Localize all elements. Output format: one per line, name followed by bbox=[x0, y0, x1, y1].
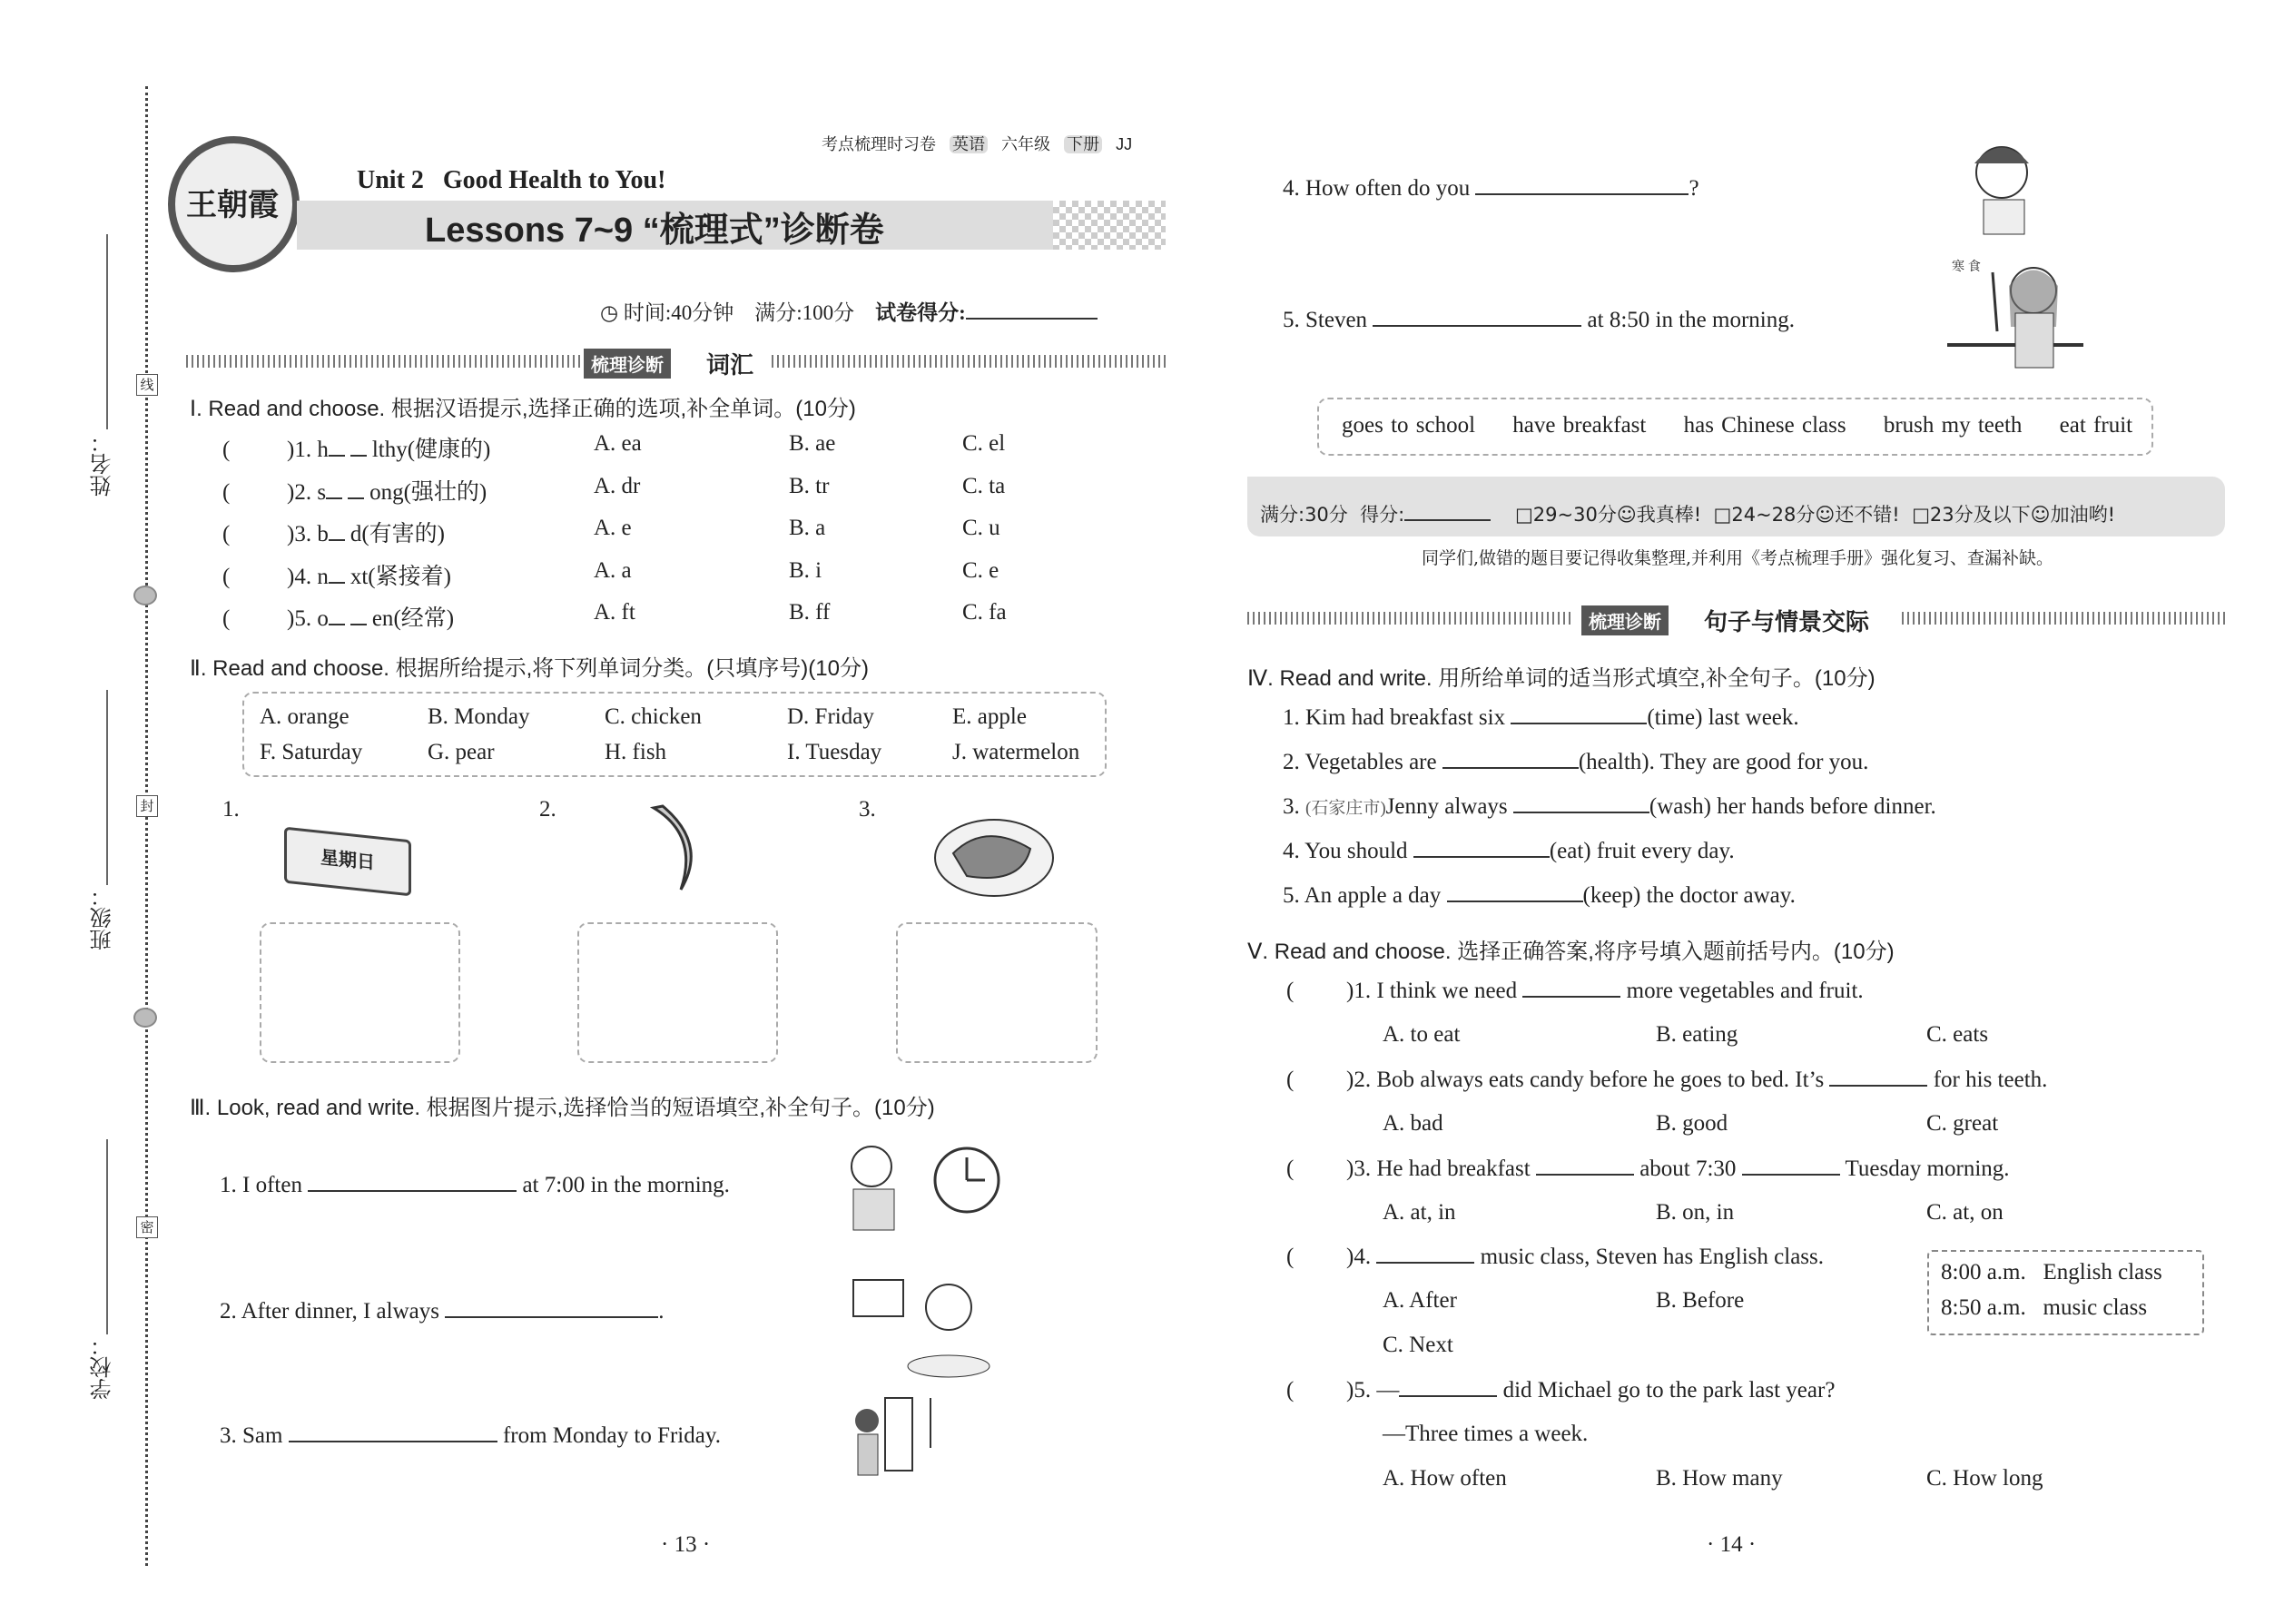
answer-blank[interactable] bbox=[1475, 175, 1689, 195]
option-b: B. tr bbox=[789, 473, 830, 498]
part2-heading: Ⅱ. Read and choose. 根据所给提示,将下列单词分类。(只填序号)(10分) bbox=[190, 656, 869, 681]
option-c: C. How long bbox=[1926, 1466, 2043, 1491]
letter-blank[interactable] bbox=[329, 521, 345, 541]
part4-item: 5. An apple a day (keep) the doctor away. bbox=[1283, 883, 1796, 908]
letter-blank[interactable] bbox=[326, 479, 342, 499]
score-input[interactable] bbox=[966, 300, 1098, 320]
answer-bracket[interactable]: ( bbox=[1286, 1378, 1295, 1403]
option-c: C. great bbox=[1926, 1111, 1999, 1136]
word-option: H. fish bbox=[605, 740, 667, 764]
part4-heading: Ⅳ. Read and write. 用所给单词的适当形式填空,补全句子。(10分) bbox=[1247, 666, 1876, 691]
answer-box-3[interactable] bbox=[896, 922, 1098, 1063]
section-tag: 梳理诊断 bbox=[584, 349, 671, 379]
answer-bracket[interactable]: ( bbox=[1286, 979, 1295, 1003]
word-option: A. orange bbox=[260, 704, 350, 729]
vocab-question: ( )3. b d(有害的) bbox=[222, 522, 445, 546]
answer-blank[interactable] bbox=[1513, 793, 1649, 813]
brand-logo bbox=[168, 136, 300, 272]
part3-item-3: 3. Sam from Monday to Friday. bbox=[220, 1423, 721, 1448]
part4-item: 4. You should (eat) fruit every day. bbox=[1283, 839, 1735, 863]
part5-heading: Ⅴ. Read and choose. 选择正确答案,将序号填入题前括号内。(10分) bbox=[1247, 940, 1895, 964]
option-c: C. el bbox=[962, 431, 1006, 456]
school-label: 学校： bbox=[90, 1334, 115, 1400]
answer-blank[interactable] bbox=[1536, 1156, 1634, 1176]
clock-icon: ◷ bbox=[600, 301, 619, 324]
vocab-question: ( )4. n xt(紧接着) bbox=[222, 564, 451, 589]
subject: 英语 bbox=[950, 135, 988, 153]
picture-number: 2. bbox=[539, 797, 556, 822]
option-a: A. a bbox=[594, 557, 632, 583]
answer-bracket[interactable]: ( bbox=[1286, 1245, 1295, 1269]
section-divider bbox=[772, 355, 1166, 368]
phrase: has Chinese class bbox=[1683, 413, 1846, 438]
page-number-left: · 13 · bbox=[661, 1532, 711, 1557]
vocab-question: ( )1. h lthy(健康的) bbox=[222, 438, 491, 462]
region-tag: (石家庄市) bbox=[1305, 799, 1386, 818]
part3-item-1: 1. I often at 7:00 in the morning. bbox=[220, 1173, 730, 1197]
answer-blank[interactable] bbox=[1742, 1156, 1840, 1176]
word-option: D. Friday bbox=[787, 704, 874, 729]
phrase-list bbox=[1342, 413, 2132, 438]
phrase: have breakfast bbox=[1512, 413, 1647, 438]
section-tag: 梳理诊断 bbox=[1581, 605, 1669, 635]
option-c: C. ta bbox=[962, 473, 1006, 498]
class-label: 班级： bbox=[90, 885, 115, 950]
girl-brushing-teeth-picture bbox=[849, 1266, 994, 1380]
girl-breakfast-clock-picture bbox=[835, 1139, 1008, 1253]
option-b: B. a bbox=[789, 516, 826, 540]
seal-char: 密 bbox=[136, 1216, 158, 1238]
answer-box-2[interactable] bbox=[577, 922, 778, 1063]
word-option: G. pear bbox=[428, 740, 495, 764]
answer-bracket[interactable]: ( bbox=[222, 479, 231, 505]
smiley-icon: ☺ bbox=[2030, 504, 2051, 526]
score-range-checkbox[interactable]: □29~30分 bbox=[1514, 504, 1617, 526]
picture-label: 寒 食 bbox=[1952, 259, 1981, 273]
option-a: A. bad bbox=[1383, 1111, 1443, 1136]
boy-school-picture bbox=[844, 1393, 962, 1502]
letter-blank[interactable] bbox=[348, 479, 364, 499]
option-a: A. ea bbox=[594, 431, 642, 456]
option-c: C. eats bbox=[1926, 1022, 1989, 1047]
vocab-question: ( )5. o en(经常) bbox=[222, 606, 455, 631]
score-label: 试卷得分: bbox=[875, 301, 966, 324]
phrase: brush my teeth bbox=[1883, 413, 2023, 438]
option-a: A. at, in bbox=[1383, 1200, 1456, 1225]
full-score: 满分:100分 bbox=[754, 301, 855, 324]
option-b: B. How many bbox=[1656, 1466, 1783, 1491]
study-note: 同学们,做错的题目要记得收集整理,并利用《考点梳理手册》强化复习、查漏补缺。 bbox=[1421, 548, 2054, 568]
phrase: goes to school bbox=[1342, 413, 1476, 438]
answer-blank[interactable] bbox=[1829, 1067, 1927, 1087]
word-option: F. Saturday bbox=[260, 740, 363, 764]
picture-number: 1. bbox=[222, 797, 240, 822]
option-a: A. ft bbox=[594, 600, 635, 625]
part3-item-5: 5. Steven at 8:50 in the morning. bbox=[1283, 308, 1795, 332]
part5-question: ( )1. I think we need more vegetables and fruit. bbox=[1286, 979, 1864, 1003]
option-b: B. on, in bbox=[1656, 1200, 1735, 1225]
seal-char: 封 bbox=[136, 795, 158, 817]
score-bar-text: 满分:30分 得分: □29~30分☺我真棒! □24~28分☺还不错! □23分及以下☺加油哟! bbox=[1260, 504, 2115, 526]
meat-picture bbox=[930, 812, 1058, 903]
seal-ornament-icon bbox=[133, 586, 157, 605]
part4-item: 2. Vegetables are (health). They are good for you. bbox=[1283, 750, 1869, 774]
option-a: A. e bbox=[594, 516, 632, 540]
dialogue-answer: —Three times a week. bbox=[1383, 1422, 1589, 1446]
option-b: B. i bbox=[789, 557, 822, 583]
answer-blank[interactable] bbox=[1413, 838, 1550, 858]
page-title: Lessons 7~9 “梳理式”诊断卷 bbox=[425, 212, 884, 250]
option-a: A. After bbox=[1383, 1288, 1457, 1313]
word-option: E. apple bbox=[952, 704, 1027, 729]
part5-question: ( )5. — did Michael go to the park last year? bbox=[1286, 1378, 1836, 1403]
banana-picture bbox=[626, 799, 717, 899]
word-option: C. chicken bbox=[605, 704, 702, 729]
answer-blank[interactable] bbox=[1442, 749, 1579, 769]
option-b: B. good bbox=[1656, 1111, 1728, 1136]
vocab-question: ( )2. s ong(强壮的) bbox=[222, 479, 487, 505]
answer-bracket[interactable]: ( bbox=[222, 438, 231, 462]
answer-bracket[interactable]: ( bbox=[1286, 1068, 1295, 1092]
answer-blank[interactable] bbox=[1511, 704, 1647, 724]
section-divider bbox=[1247, 612, 1574, 625]
option-a: A. How often bbox=[1383, 1466, 1507, 1491]
part3-item-2: 2. After dinner, I always . bbox=[220, 1299, 665, 1324]
option-c: C. at, on bbox=[1926, 1200, 2004, 1225]
answer-bracket[interactable]: ( bbox=[222, 606, 231, 631]
answer-blank[interactable] bbox=[445, 1298, 658, 1318]
letter-blank[interactable] bbox=[350, 437, 367, 457]
answer-bracket[interactable]: ( bbox=[222, 564, 231, 589]
answer-bracket[interactable]: ( bbox=[222, 522, 231, 546]
part5-question: ( )2. Bob always eats candy before he goes to bed. It’s for his teeth. bbox=[1286, 1068, 2048, 1092]
part4-item: 3. (石家庄市)Jenny always (wash) her hands before dinner. bbox=[1283, 794, 1936, 819]
option-b: B. ae bbox=[789, 431, 836, 456]
part5-question: ( )3. He had breakfast about 7:30 Tuesday morning. bbox=[1286, 1156, 2010, 1181]
seal-char: 线 bbox=[136, 374, 158, 396]
letter-blank[interactable] bbox=[329, 605, 345, 625]
answer-blank[interactable] bbox=[308, 1172, 517, 1192]
binding-line bbox=[145, 86, 148, 1566]
word-option: J. watermelon bbox=[952, 740, 1080, 764]
answer-blank[interactable] bbox=[1399, 1377, 1497, 1397]
letter-blank[interactable] bbox=[329, 437, 345, 457]
part3-heading: Ⅲ. Look, read and write. 根据图片提示,选择恰当的短语填空,补全句子。(10分) bbox=[190, 1096, 935, 1120]
letter-blank[interactable] bbox=[329, 564, 345, 584]
answer-blank[interactable] bbox=[1447, 882, 1583, 902]
option-c: C. u bbox=[962, 516, 1000, 540]
logo-text: 王朝霞 bbox=[186, 187, 279, 223]
girl-eating-fruit-picture bbox=[1952, 132, 2061, 236]
grade: 六年级 bbox=[1001, 135, 1051, 153]
series-info bbox=[822, 132, 1132, 155]
word-option: I. Tuesday bbox=[787, 740, 882, 764]
edition: JJ bbox=[1116, 135, 1133, 153]
phrase: eat fruit bbox=[2059, 413, 2133, 438]
class-line bbox=[106, 690, 108, 885]
exam-info bbox=[600, 296, 1098, 326]
girl-teaching-picture bbox=[1947, 254, 2083, 372]
smiley-icon: ☺ bbox=[1815, 504, 1836, 526]
time-limit: 时间:40分钟 bbox=[623, 301, 734, 324]
word-option: B. Monday bbox=[428, 704, 530, 729]
section-divider bbox=[186, 355, 581, 368]
school-line bbox=[106, 1139, 108, 1334]
unit-title: Unit 2 Good Health to You! bbox=[357, 166, 666, 194]
option-a: A. to eat bbox=[1383, 1022, 1461, 1047]
schedule-row: 8:00 a.m. English class bbox=[1941, 1260, 2162, 1284]
score-range-checkbox[interactable]: □24~28分 bbox=[1713, 504, 1816, 526]
seal-ornament-icon bbox=[133, 1008, 157, 1028]
series-name: 考点梳理时习卷 bbox=[822, 135, 936, 153]
option-c: C. fa bbox=[962, 600, 1007, 625]
picture-number: 3. bbox=[859, 797, 876, 822]
answer-bracket[interactable]: ( bbox=[1286, 1156, 1295, 1181]
part5-question: ( )4. music class, Steven has English class. bbox=[1286, 1245, 1824, 1269]
answer-blank[interactable] bbox=[1376, 1244, 1474, 1264]
option-b: B. ff bbox=[789, 600, 831, 625]
part1-heading: Ⅰ. Read and choose. 根据汉语提示,选择正确的选项,补全单词。(10分) bbox=[190, 397, 856, 421]
option-c: C. e bbox=[962, 557, 999, 583]
section-title-sentence: 句子与情景交际 bbox=[1704, 609, 1870, 636]
score-range-checkbox[interactable]: □23分及以下 bbox=[1912, 504, 2031, 526]
section-divider bbox=[1902, 612, 2225, 625]
smiley-icon: ☺ bbox=[1616, 504, 1637, 526]
volume: 下册 bbox=[1064, 135, 1102, 153]
page-number-right: · 14 · bbox=[1707, 1532, 1757, 1557]
part4-item: 1. Kim had breakfast six (time) last week. bbox=[1283, 705, 1799, 730]
name-line bbox=[106, 234, 108, 429]
checker-decoration bbox=[1053, 201, 1166, 250]
answer-blank[interactable] bbox=[1373, 307, 1581, 327]
section-title-vocab: 词汇 bbox=[706, 352, 754, 379]
letter-blank[interactable] bbox=[350, 605, 367, 625]
name-label: 姓名： bbox=[90, 431, 115, 497]
part3-item-4: 4. How often do you ? bbox=[1283, 176, 1699, 201]
answer-box-1[interactable] bbox=[260, 922, 460, 1063]
answer-blank[interactable] bbox=[1522, 978, 1620, 998]
schedule-row: 8:50 a.m. music class bbox=[1941, 1295, 2148, 1320]
answer-blank[interactable] bbox=[289, 1422, 497, 1442]
option-c: C. Next bbox=[1383, 1333, 1453, 1357]
calendar-picture: 星期日 bbox=[284, 827, 411, 897]
score-input[interactable] bbox=[1404, 505, 1491, 521]
option-b: B. Before bbox=[1656, 1288, 1745, 1313]
option-a: A. dr bbox=[594, 473, 641, 498]
option-b: B. eating bbox=[1656, 1022, 1738, 1047]
